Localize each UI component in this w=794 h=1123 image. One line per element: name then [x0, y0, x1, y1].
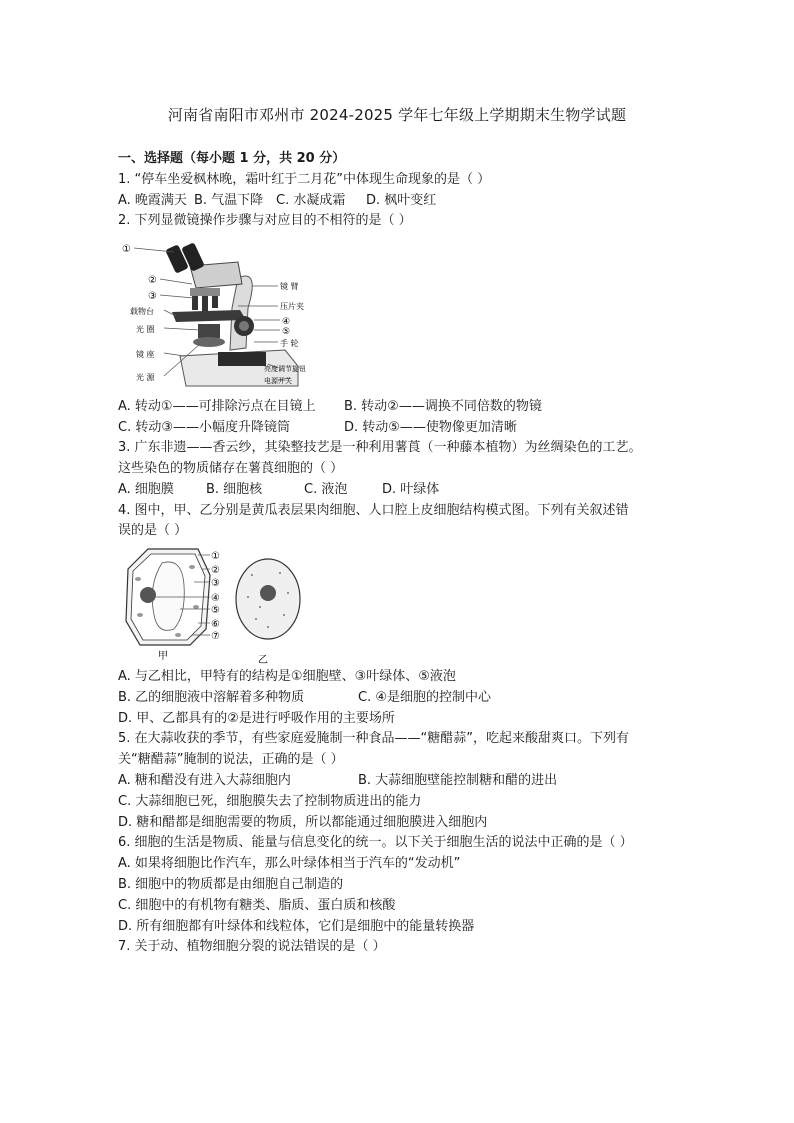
- question-3-stem-line2: 这些染色的物质储存在薯莨细胞的（ ）: [118, 461, 344, 476]
- label-jia: 甲: [158, 651, 168, 662]
- label-2: ②: [148, 275, 157, 286]
- label-4: ④: [282, 317, 291, 327]
- question-4-option-d: D. 甲、乙都具有的②是进行呼吸作用的主要场所: [118, 711, 395, 726]
- question-6-stem: 6. 细胞的生活是物质、能量与信息变化的统一。以下关于细胞生活的说法中正确的是（ ）: [118, 835, 633, 850]
- option-b: B. 大蒜细胞壁能控制糖和醋的进出: [358, 773, 558, 788]
- question-5-stem-line1: 5. 在大蒜收获的季节，有些家庭爱腌制一种食品——“糖醋蒜”，吃起来酸甜爽口。下列有: [118, 731, 630, 746]
- question-3-options: [118, 481, 439, 499]
- option-d: D. 叶绿体: [382, 482, 440, 497]
- option-a: A. 糖和醋没有进入大蒜细胞内: [118, 773, 291, 788]
- question-4-stem-line1: 4. 图中，甲、乙分别是黄瓜表层果肉细胞、人口腔上皮细胞结构模式图。下列有关叙述错: [118, 503, 629, 518]
- question-1-options: [118, 192, 436, 210]
- label-5: ⑤: [211, 605, 220, 616]
- option-d: D. 转动⑤——使物像更加清晰: [344, 420, 517, 435]
- label-1: ①: [211, 551, 220, 562]
- label-2: ②: [211, 565, 220, 576]
- question-6-option-d: D. 所有细胞都有叶绿体和线粒体，它们是细胞中的能量转换器: [118, 919, 475, 934]
- option-a: A. 细胞膜: [118, 482, 174, 497]
- question-3-stem-line1: 3. 广东非遗——香云纱，其染整技艺是一种利用薯莨（一种藤本植物）为丝绸染色的工艺。: [118, 440, 642, 455]
- label-7: ⑦: [211, 631, 220, 642]
- cell-diagram: [118, 545, 308, 667]
- section-heading: 一、选择题（每小题 1 分，共 20 分）: [118, 151, 346, 166]
- question-5-options-ab: [118, 772, 557, 790]
- option-b: B. 转动②——调换不同倍数的物镜: [344, 399, 542, 414]
- label-clip: 压片夹: [280, 302, 304, 311]
- label-diaphragm: 光 圈: [136, 325, 155, 334]
- label-4: ④: [211, 593, 220, 604]
- option-b: B. 细胞核: [206, 482, 263, 497]
- option-c: C. 水凝成霜: [276, 193, 346, 208]
- option-b: B. 乙的细胞液中溶解着多种物质: [118, 690, 305, 705]
- label-yi: 乙: [258, 655, 268, 666]
- label-stage: 载物台: [130, 307, 154, 316]
- question-5-option-c: C. 大蒜细胞已死，细胞膜失去了控制物质进出的能力: [118, 794, 422, 809]
- question-5-option-d: D. 糖和醋都是细胞需要的物质，所以都能通过细胞膜进入细胞内: [118, 815, 488, 830]
- label-power-switch: 电源开关: [264, 377, 292, 385]
- label-5: ⑤: [282, 327, 291, 337]
- option-c: C. 转动③——小幅度升降镜筒: [118, 420, 290, 435]
- page-title: 河南省南阳市邓州市 2024-2025 学年七年级上学期期末生物学试题: [167, 106, 627, 124]
- microscope-diagram: [120, 238, 330, 390]
- question-6-option-b: B. 细胞中的物质都是由细胞自己制造的: [118, 877, 344, 892]
- label-brightness-knob: 亮度调节旋钮: [264, 365, 306, 373]
- question-2-stem: 2. 下列显微镜操作步骤与对应目的不相符的是（ ）: [118, 213, 412, 228]
- label-1: ①: [122, 244, 131, 255]
- label-base: 镜 座: [136, 350, 155, 359]
- option-b: B. 气温下降: [194, 193, 264, 208]
- question-6-option-c: C. 细胞中的有机物有糖类、脂质、蛋白质和核酸: [118, 898, 396, 913]
- option-c: C. 液泡: [304, 482, 348, 497]
- question-4-options-bc: [118, 689, 491, 707]
- question-4-option-a: A. 与乙相比，甲特有的结构是①细胞壁、③叶绿体、⑤液泡: [118, 669, 456, 684]
- question-2-options-row1: [118, 398, 542, 416]
- question-6-option-a: A. 如果将细胞比作汽车，那么叶绿体相当于汽车的“发动机”: [118, 856, 461, 871]
- question-7-stem: 7. 关于动、植物细胞分裂的说法错误的是（ ）: [118, 939, 386, 954]
- option-a: A. 转动①——可排除污点在目镜上: [118, 399, 316, 414]
- label-3: ③: [148, 291, 157, 302]
- question-5-stem-line2: 关“糖醋蒜”腌制的说法，正确的是（ ）: [118, 752, 344, 767]
- option-a: A. 晚霞满天: [118, 193, 187, 208]
- label-6: ⑥: [211, 619, 220, 630]
- option-c: C. ④是细胞的控制中心: [358, 690, 491, 705]
- question-4-stem-line2: 误的是（ ）: [118, 523, 188, 538]
- label-3: ③: [211, 578, 220, 589]
- label-wheel: 手 轮: [280, 339, 299, 348]
- question-1-stem: 1. “停车坐爱枫林晚，霜叶红于二月花”中体现生命现象的是（ ）: [118, 172, 491, 187]
- label-arm: 镜 臂: [280, 282, 299, 291]
- question-2-options-row2: [118, 419, 517, 437]
- label-light-source: 光 源: [136, 373, 155, 382]
- option-d: D. 枫叶变红: [366, 193, 437, 208]
